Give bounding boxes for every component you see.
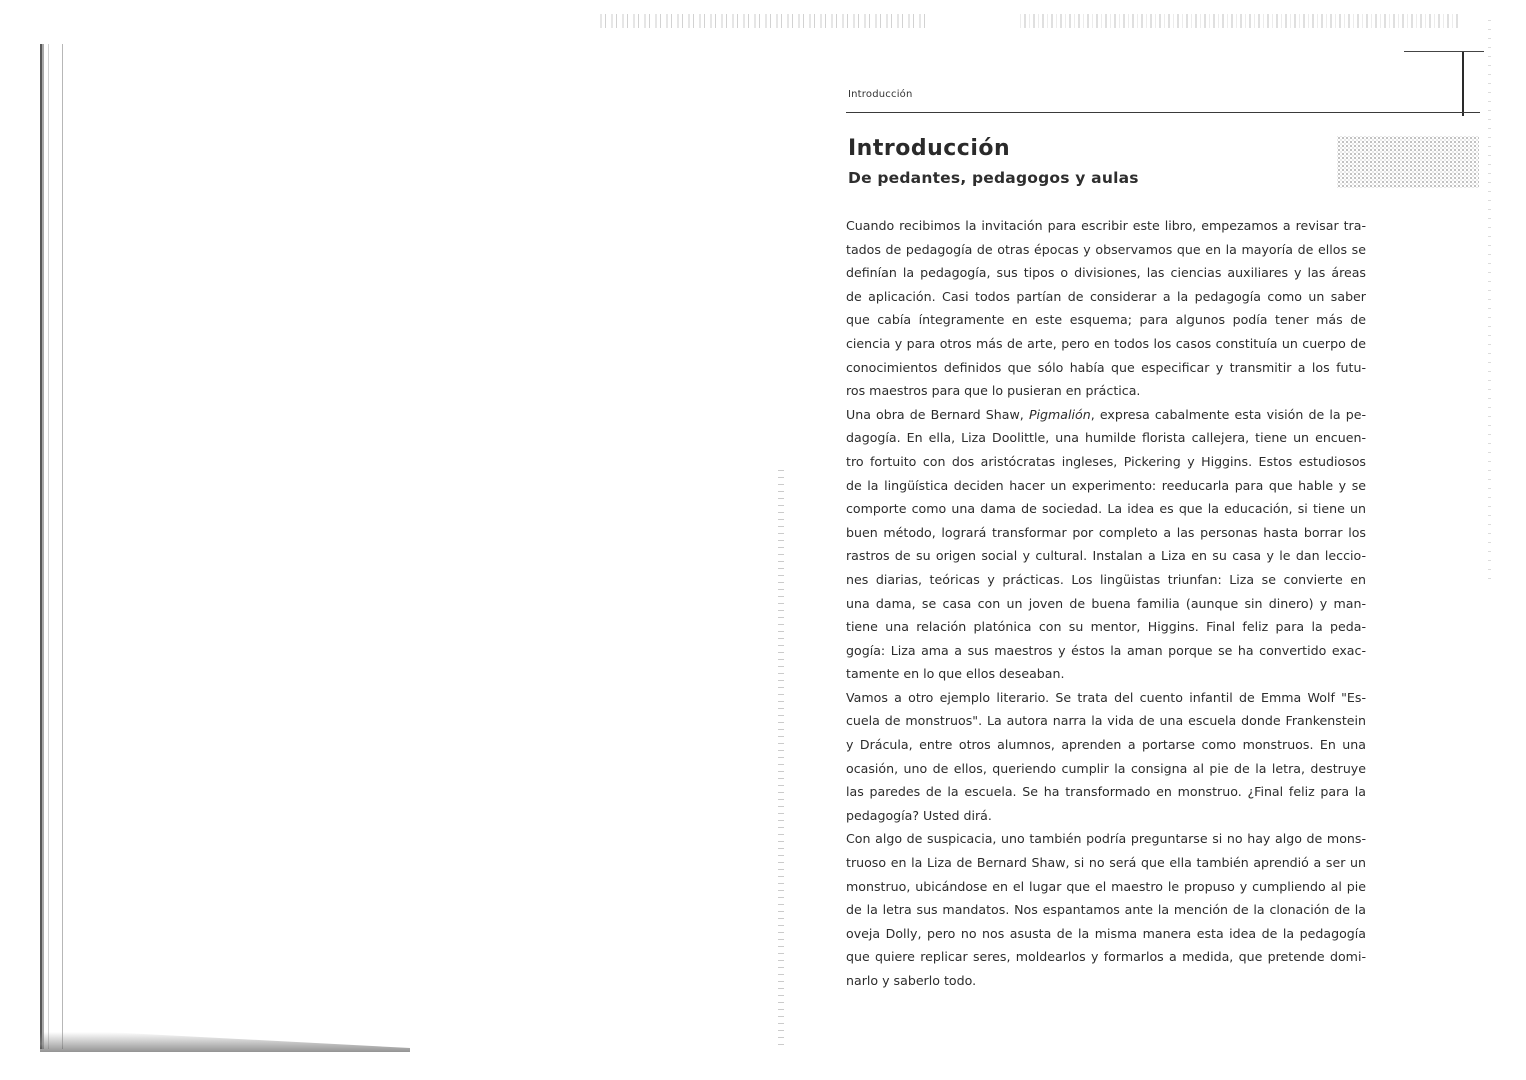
scan-noise-top-left [600, 14, 930, 28]
text-line: de la letra sus mandatos. Nos espantamos ante la mención de la clonación de la [846, 902, 1366, 918]
text-line: dagogía. En ella, Liza Doolittle, una humilde florista callejera, tiene un encuen- [846, 430, 1366, 446]
halftone-graphic [1337, 136, 1479, 188]
text-run: , expresa cabalmente esta visión de la pe- [1090, 406, 1367, 422]
text-line: de aplicación. Casi todos partían de considerar a la pedagogía como un saber [846, 288, 1366, 304]
text-line: tados de pedagogía de otras épocas y observamos que en la mayoría de ellos se [846, 241, 1366, 257]
text-line: tro fortuito con dos aristócratas ingleses, Pickering y Higgins. Estos estudiosos [846, 453, 1366, 469]
text-line: nes diarias, teóricas y prácticas. Los lingüistas triunfan: Liza se convierte en [846, 571, 1366, 587]
text-line: ros maestros para que lo pusieran en práctica. [846, 383, 1141, 399]
text-line: de la lingüística deciden hacer un experimento: reeducarla para que hable y se [846, 477, 1366, 493]
text-line: Con algo de suspicacia, uno también podría preguntarse si no hay algo de mons- [846, 831, 1366, 847]
page-edge-rule-vertical [1462, 52, 1464, 116]
chapter-title: Introducción [848, 136, 1011, 161]
paragraph [846, 403, 1366, 686]
text-line: ciencia y para otros más de arte, pero en todos los casos constituía un cuerpo de [846, 335, 1366, 351]
text-line: Vamos a otro ejemplo literario. Se trata del cuento infantil de Emma Wolf "Es- [846, 689, 1366, 705]
scan-noise-top-right [1020, 14, 1460, 28]
text-line: narlo y saberlo todo. [846, 973, 977, 988]
text-line: pedagogía? Usted dirá. [846, 807, 992, 823]
text-line: que quiere replicar seres, moldearlos y formarlos a medida, que pretende domi- [846, 949, 1366, 965]
text-line: rastros de su origen social y cultural. Instalan a Liza en su casa y le dan leccio- [846, 548, 1366, 564]
text-line: oveja Dolly, pero no nos asusta de la misma manera esta idea de la pedagogía [846, 925, 1366, 941]
paragraph [846, 214, 1366, 403]
text-line: conocimientos definidos que sólo había que especificar y transmitir a los futu- [846, 359, 1366, 375]
text-line: definían la pedagogía, sus tipos o divisiones, las ciencias auxiliares y las áreas [846, 265, 1366, 281]
page-corner-shadow [40, 1032, 410, 1052]
text-line: gogía: Liza ama a sus maestros y éstos la aman porque se ha convertido exac- [846, 642, 1366, 658]
text-line: que cabía íntegramente en este esquema; para algunos podía tener más de [846, 312, 1366, 328]
text-line [846, 403, 1366, 427]
text-line: tiene una relación platónica con su mentor, Higgins. Final feliz para la peda- [846, 619, 1366, 635]
book-spine-edge [40, 44, 74, 1049]
text-line: truoso en la Liza de Bernard Shaw, si no será que ella también aprendió a ser un [846, 855, 1366, 871]
paragraph [846, 686, 1366, 828]
header-rule [846, 112, 1480, 113]
text-line: las paredes de la escuela. Se ha transformado en monstruo. ¿Final feliz para la [846, 784, 1366, 800]
text-line: y Drácula, entre otros alumnos, aprenden a portarse como monstruos. En una [846, 737, 1366, 753]
gutter-scan-noise [778, 470, 784, 1050]
page-edge-rule-horizontal [1404, 51, 1484, 52]
paragraph [846, 827, 1366, 992]
text-line: tamente en lo que ellos deseaban. [846, 666, 1065, 682]
text-run: Una obra de Bernard Shaw, [846, 406, 1029, 422]
body-text [846, 214, 1366, 993]
running-head: Introducción [848, 89, 913, 100]
text-line: ocasión, uno de ellos, queriendo cumplir la consigna al pie de la letra, destruye [846, 760, 1366, 776]
text-line: Cuando recibimos la invitación para escribir este libro, empezamos a revisar tra- [846, 218, 1366, 233]
text-line: buen método, logrará transformar por completo a las personas hasta borrar los [846, 524, 1366, 540]
text-line: monstruo, ubicándose en el lugar que el maestro le propuso y cumpliendo al pie [846, 878, 1366, 894]
chapter-subtitle: De pedantes, pedagogos y aulas [848, 169, 1139, 187]
text-line: una dama, se casa con un joven de buena familia (aunque sin dinero) y man- [846, 595, 1366, 611]
italic-title: Pigmalión [1028, 406, 1091, 422]
text-line: cuela de monstruos". La autora narra la vida de una escuela donde Frankenstein [846, 713, 1366, 729]
text-line: comporte como una dama de sociedad. La idea es que la educación, si tiene un [846, 501, 1366, 517]
right-edge-scan-noise [1488, 20, 1491, 580]
